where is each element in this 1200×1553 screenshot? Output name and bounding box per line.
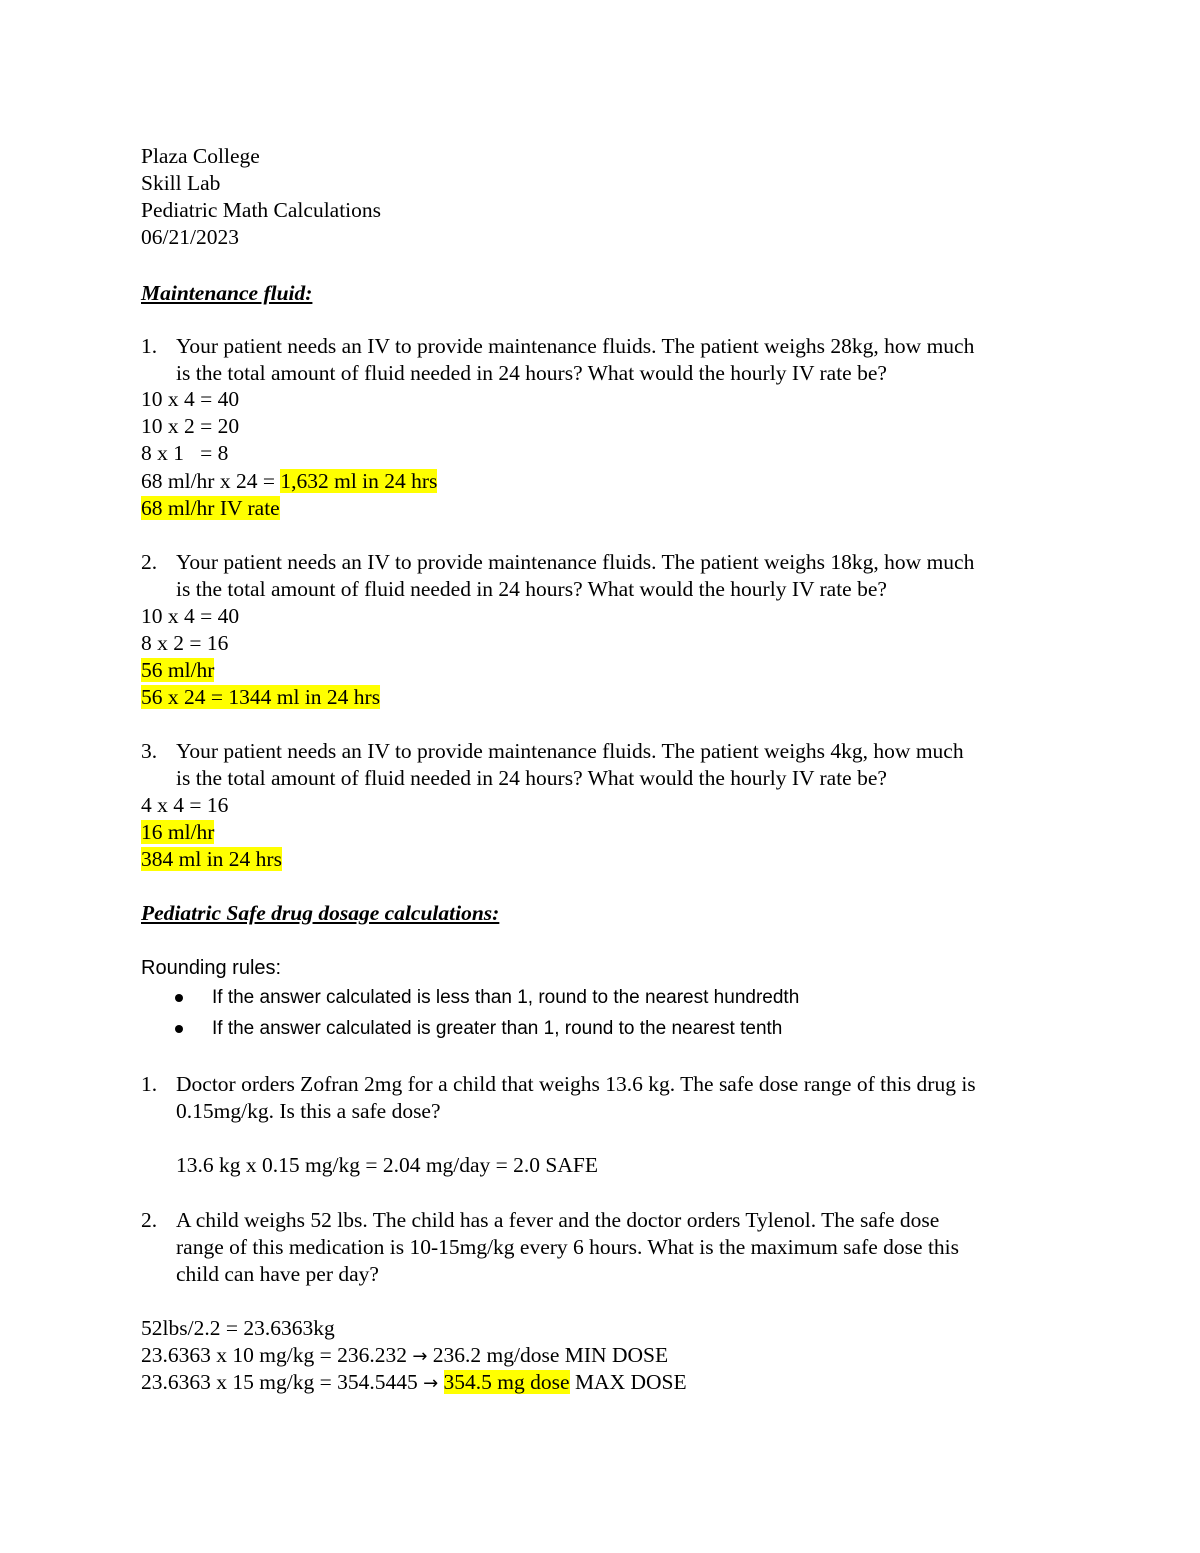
maintenance-q3-total-line — [141, 846, 282, 873]
dosage-q2-min-dose: 236.2 mg/dose MIN DOSE — [427, 1343, 669, 1367]
dosage-q1-line2: 0.15mg/kg. Is this a safe dose? — [176, 1099, 441, 1123]
maintenance-q1-total-answer: 1,632 ml in 24 hrs — [280, 469, 438, 493]
dosage-q2-number: 2. — [141, 1208, 158, 1232]
dosage-q2-max-dose-answer: 354.5 mg dose — [443, 1370, 570, 1394]
dosage-q2-max-dose-label: MAX DOSE — [569, 1370, 687, 1394]
maintenance-q1-calc3: 8 x 1 = 8 — [141, 441, 229, 465]
maintenance-q3-line2: is the total amount of fluid needed in 24 hours? What would the hourly IV rate be? — [176, 766, 887, 790]
bullet-icon — [175, 994, 183, 1002]
dosage-q2-calc3 — [141, 1369, 687, 1396]
maintenance-q2-calc2: 8 x 2 = 16 — [141, 631, 229, 655]
maintenance-q1-rate-line — [141, 495, 280, 522]
maintenance-q2-rate-answer: 56 ml/hr — [141, 658, 215, 682]
dosage-q2-line1: A child weighs 52 lbs. The child has a fever and the doctor orders Tylenol. The safe dose — [176, 1208, 940, 1232]
document-date: 06/21/2023 — [141, 225, 239, 249]
dosage-q1-line1: Doctor orders Zofran 2mg for a child that weighs 13.6 kg. The safe dose range of this drug is — [176, 1072, 976, 1096]
dosage-q1-number: 1. — [141, 1072, 158, 1096]
maintenance-q3-line1: Your patient needs an IV to provide maintenance fluids. The patient weighs 4kg, how much — [176, 739, 964, 763]
document-topic: Pediatric Math Calculations — [141, 198, 382, 222]
maintenance-q2-line2: is the total amount of fluid needed in 24 hours? What would the hourly IV rate be? — [176, 577, 887, 601]
maintenance-q1-calc1: 10 x 4 = 40 — [141, 387, 240, 411]
dosage-q2-calc3-prefix: 23.6363 x 15 mg/kg = 354.5445 — [141, 1370, 424, 1394]
dosage-q1-calc: 13.6 kg x 0.15 mg/kg = 2.04 mg/day = 2.0 SAFE — [176, 1153, 599, 1177]
arrow-right-icon: → — [423, 1373, 439, 1394]
maintenance-q3-calc1: 4 x 4 = 16 — [141, 793, 229, 817]
maintenance-q2-total-line — [141, 684, 380, 711]
maintenance-q2-number: 2. — [141, 550, 158, 574]
dosage-q2-line3: child can have per day? — [176, 1262, 379, 1286]
maintenance-q3-rate-line — [141, 819, 214, 846]
rounding-rule-1: If the answer calculated is less than 1, round to the nearest hundredth — [212, 987, 800, 1008]
maintenance-q1-rate-answer: 68 ml/hr IV rate — [141, 496, 280, 520]
maintenance-q2-calc1: 10 x 4 = 40 — [141, 604, 240, 628]
maintenance-q3-number: 3. — [141, 739, 158, 763]
course-name: Skill Lab — [141, 171, 221, 195]
maintenance-heading: Maintenance fluid: — [141, 281, 313, 305]
college-name: Plaza College — [141, 144, 260, 168]
maintenance-q3-total-answer: 384 ml in 24 hrs — [141, 847, 282, 871]
maintenance-q1-line1: Your patient needs an IV to provide maintenance fluids. The patient weighs 28kg, how much — [176, 334, 975, 358]
maintenance-q2-line1: Your patient needs an IV to provide maintenance fluids. The patient weighs 18kg, how much — [176, 550, 975, 574]
maintenance-q2-total-answer: 56 x 24 = 1344 ml in 24 hrs — [141, 685, 381, 709]
maintenance-q1-calc4 — [141, 468, 437, 495]
maintenance-q3-rate-answer: 16 ml/hr — [141, 820, 215, 844]
maintenance-q2-rate-line — [141, 657, 214, 684]
dosage-q2-calc1: 52lbs/2.2 = 23.6363kg — [141, 1316, 335, 1340]
maintenance-q1-line2: is the total amount of fluid needed in 24 hours? What would the hourly IV rate be? — [176, 361, 887, 385]
arrow-right-icon: → — [412, 1346, 428, 1367]
bullet-icon — [175, 1025, 183, 1033]
rounding-rule-2: If the answer calculated is greater than 1, round to the nearest tenth — [212, 1018, 783, 1039]
maintenance-q1-calc2: 10 x 2 = 20 — [141, 414, 240, 438]
maintenance-q1-number: 1. — [141, 334, 158, 358]
rounding-rules-title: Rounding rules: — [141, 957, 282, 979]
dosage-q2-line2: range of this medication is 10-15mg/kg every 6 hours. What is the maximum safe dose this — [176, 1235, 960, 1259]
dosage-heading: Pediatric Safe drug dosage calculations: — [141, 901, 500, 925]
dosage-q2-calc2 — [141, 1342, 668, 1369]
dosage-q2-calc2-prefix: 23.6363 x 10 mg/kg = 236.232 — [141, 1343, 413, 1367]
maintenance-q1-calc4-prefix: 68 ml/hr x 24 = — [141, 469, 281, 493]
